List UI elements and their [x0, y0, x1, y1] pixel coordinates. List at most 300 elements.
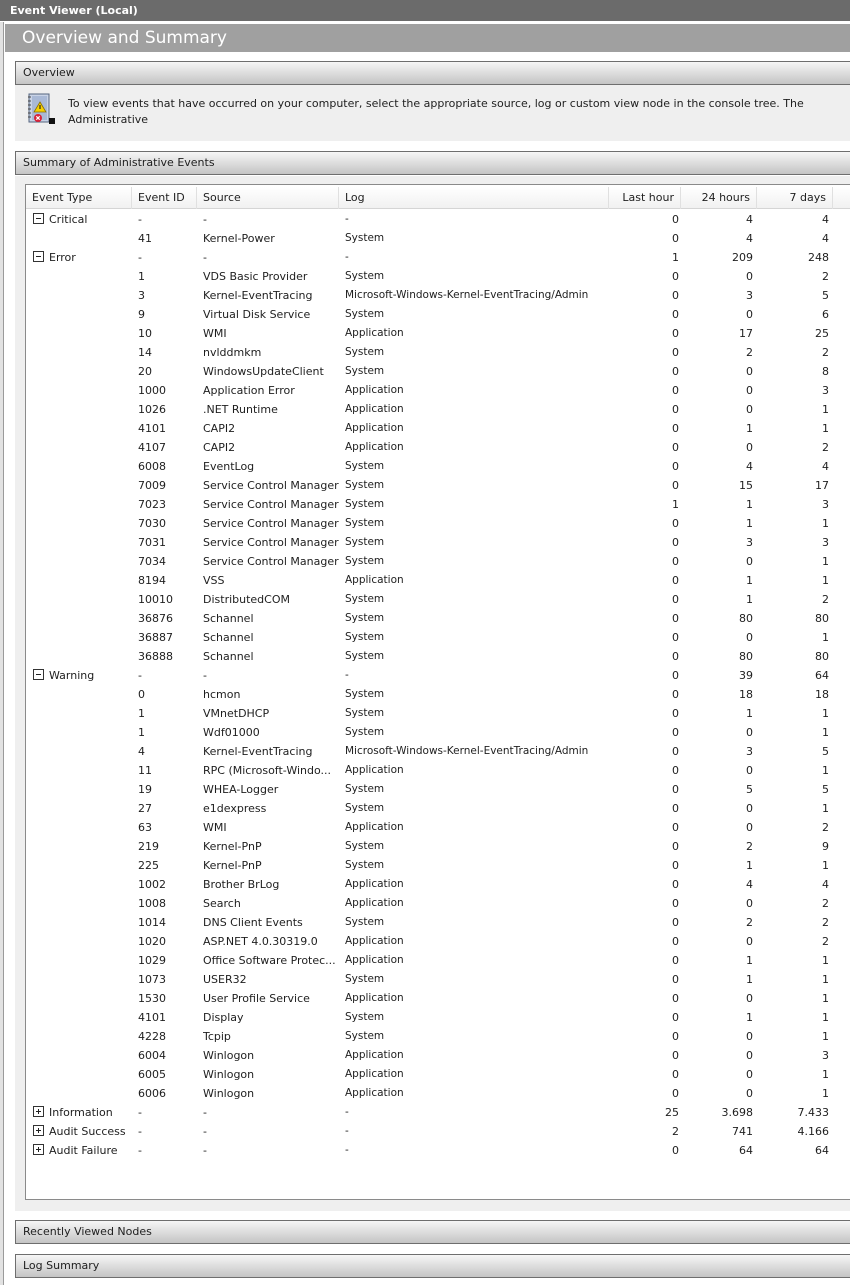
- overview-description: To view events that have occurred on your computer, select the appropriate source, log or custom view node in the console tree. The Administrative: [68, 97, 804, 126]
- cell-event-id: 4107: [138, 441, 166, 454]
- cell-event-type: [33, 951, 133, 970]
- cell-event-type: [33, 875, 133, 894]
- table-row[interactable]: [26, 685, 850, 704]
- cell-event-id: 7009: [138, 479, 166, 492]
- cell-source: Service Control Manager: [203, 517, 339, 530]
- cell-log: System: [345, 536, 385, 548]
- cell-source: Schannel: [203, 631, 254, 644]
- cell-last-hour: 0: [672, 517, 679, 530]
- cell-source: Service Control Manager: [203, 536, 339, 549]
- table-row[interactable]: [26, 1065, 850, 1084]
- cell-event-id: 3: [138, 289, 145, 302]
- cell-event-type: [33, 628, 133, 647]
- cell-last-hour: 0: [672, 840, 679, 853]
- cell-event-type: [33, 1084, 133, 1103]
- table-row[interactable]: [26, 1008, 850, 1027]
- table-row[interactable]: [26, 286, 850, 305]
- cell-last-hour: 0: [672, 422, 679, 435]
- cell-source: WindowsUpdateClient: [203, 365, 324, 378]
- table-row[interactable]: [26, 343, 850, 362]
- overview-panel: [15, 85, 850, 141]
- cell-event-type: [33, 856, 133, 875]
- cell-7-days: 25: [815, 327, 829, 340]
- cell-last-hour: 0: [672, 270, 679, 283]
- cell-event-id: 36876: [138, 612, 173, 625]
- cell-7-days: 4: [822, 213, 829, 226]
- cell-7-days: 64: [815, 669, 829, 682]
- page-title: Overview and Summary: [5, 24, 850, 52]
- cell-7-days: 80: [815, 612, 829, 625]
- expand-icon[interactable]: [33, 1125, 44, 1136]
- cell-7-days: 1: [822, 802, 829, 815]
- cell-event-type: [33, 1141, 133, 1160]
- cell-last-hour: 0: [672, 631, 679, 644]
- cell-last-hour: 25: [665, 1106, 679, 1119]
- cell-last-hour: 0: [672, 441, 679, 454]
- cell-source: User Profile Service: [203, 992, 310, 1005]
- cell-24-hours: 4: [746, 213, 753, 226]
- table-row[interactable]: [26, 723, 850, 742]
- cell-last-hour: 0: [672, 308, 679, 321]
- cell-last-hour: 0: [672, 669, 679, 682]
- cell-24-hours: 1: [746, 498, 753, 511]
- cell-24-hours: 1: [746, 859, 753, 872]
- cell-last-hour: 0: [672, 612, 679, 625]
- collapse-icon[interactable]: [33, 669, 44, 680]
- table-row[interactable]: [26, 1046, 850, 1065]
- table-row[interactable]: [26, 495, 850, 514]
- table-row[interactable]: [26, 856, 850, 875]
- cell-log: System: [345, 612, 385, 624]
- cell-log: System: [345, 631, 385, 643]
- cell-last-hour: 0: [672, 650, 679, 663]
- cell-source: CAPI2: [203, 422, 236, 435]
- event-type-label: Warning: [49, 669, 95, 682]
- cell-24-hours: 5: [746, 783, 753, 796]
- cell-7-days: 1: [822, 422, 829, 435]
- cell-event-type: [33, 666, 133, 685]
- event-type-label: Error: [49, 251, 76, 264]
- collapse-icon[interactable]: [33, 251, 44, 262]
- cell-log: Application: [345, 992, 404, 1004]
- cell-event-id: 36887: [138, 631, 173, 644]
- table-row[interactable]: [26, 628, 850, 647]
- cell-7-days: 2: [822, 821, 829, 834]
- cell-7-days: 5: [822, 289, 829, 302]
- cell-7-days: 3: [822, 536, 829, 549]
- cell-event-id: 1000: [138, 384, 166, 397]
- table-row[interactable]: [26, 476, 850, 495]
- table-row[interactable]: [26, 989, 850, 1008]
- cell-event-type: [33, 324, 133, 343]
- cell-source: Winlogon: [203, 1049, 255, 1062]
- cell-7-days: 1: [822, 726, 829, 739]
- cell-source: Search: [203, 897, 241, 910]
- cell-event-id: 1: [138, 270, 145, 283]
- cell-source: Kernel-PnP: [203, 859, 262, 872]
- cell-event-id: 41: [138, 232, 152, 245]
- left-border: [0, 22, 4, 1285]
- cell-24-hours: 1: [746, 1011, 753, 1024]
- cell-source: .NET Runtime: [203, 403, 278, 416]
- cell-24-hours: 0: [746, 1049, 753, 1062]
- column-header-last-hour[interactable]: Last hour: [609, 187, 681, 209]
- cell-24-hours: 0: [746, 1030, 753, 1043]
- cell-last-hour: 0: [672, 954, 679, 967]
- table-row[interactable]: [26, 837, 850, 856]
- cell-last-hour: 0: [672, 1144, 679, 1157]
- cell-7-days: 1: [822, 707, 829, 720]
- table-row[interactable]: [26, 951, 850, 970]
- cell-event-id: 36888: [138, 650, 173, 663]
- summary-panel: [15, 176, 850, 1211]
- table-row[interactable]: [26, 1084, 850, 1103]
- column-header-source[interactable]: Source: [197, 187, 339, 209]
- cell-log: Application: [345, 1049, 404, 1061]
- cell-log: System: [345, 498, 385, 510]
- cell-7-days: 2: [822, 897, 829, 910]
- table-row[interactable]: [26, 419, 850, 438]
- cell-log: Application: [345, 1068, 404, 1080]
- cell-log: System: [345, 726, 385, 738]
- cell-event-type: [33, 210, 133, 229]
- table-row[interactable]: [26, 742, 850, 761]
- table-group-row[interactable]: [26, 666, 850, 685]
- cell-24-hours: 39: [739, 669, 753, 682]
- cell-event-id: 4: [138, 745, 145, 758]
- expand-icon[interactable]: [33, 1106, 44, 1117]
- event-type-label: Audit Failure: [49, 1144, 118, 1157]
- cell-event-type: [33, 457, 133, 476]
- cell-last-hour: 0: [672, 859, 679, 872]
- column-header-7-days[interactable]: 7 days: [757, 187, 833, 209]
- cell-24-hours: 1: [746, 574, 753, 587]
- table-row[interactable]: [26, 970, 850, 989]
- cell-log: System: [345, 840, 385, 852]
- cell-log: System: [345, 308, 385, 320]
- cell-last-hour: 0: [672, 1087, 679, 1100]
- cell-7-days: 6: [822, 308, 829, 321]
- cell-event-id: -: [138, 1144, 142, 1157]
- cell-event-id: 20: [138, 365, 152, 378]
- cell-last-hour: 0: [672, 707, 679, 720]
- table-row[interactable]: [26, 457, 850, 476]
- table-row[interactable]: [26, 381, 850, 400]
- table-row[interactable]: [26, 799, 850, 818]
- table-row[interactable]: [26, 324, 850, 343]
- cell-7-days: 18: [815, 688, 829, 701]
- cell-7-days: 5: [822, 745, 829, 758]
- cell-last-hour: 0: [672, 479, 679, 492]
- cell-log: System: [345, 232, 385, 244]
- cell-24-hours: 15: [739, 479, 753, 492]
- cell-log: System: [345, 346, 385, 358]
- cell-event-type: [33, 590, 133, 609]
- cell-event-id: 1: [138, 707, 145, 720]
- cell-event-type: [33, 989, 133, 1008]
- cell-24-hours: 0: [746, 441, 753, 454]
- cell-source: Schannel: [203, 650, 254, 663]
- summary-section-header[interactable]: Summary of Administrative Events: [15, 151, 850, 175]
- cell-event-type: [33, 761, 133, 780]
- cell-last-hour: 1: [672, 251, 679, 264]
- cell-7-days: 1: [822, 973, 829, 986]
- cell-source: ASP.NET 4.0.30319.0: [203, 935, 318, 948]
- cell-event-type: [33, 419, 133, 438]
- cell-source: Tcpip: [203, 1030, 231, 1043]
- cell-7-days: 4.166: [797, 1125, 829, 1138]
- cell-7-days: 9: [822, 840, 829, 853]
- cell-24-hours: 0: [746, 992, 753, 1005]
- cell-log: Application: [345, 821, 404, 833]
- table-group-row[interactable]: [26, 1122, 850, 1141]
- cell-7-days: 3: [822, 1049, 829, 1062]
- cell-log: System: [345, 479, 385, 491]
- cell-event-id: 14: [138, 346, 152, 359]
- cell-source: Winlogon: [203, 1087, 255, 1100]
- cell-24-hours: 4: [746, 232, 753, 245]
- cell-log: Application: [345, 935, 404, 947]
- cell-log: System: [345, 916, 385, 928]
- table-row[interactable]: [26, 533, 850, 552]
- cell-24-hours: 0: [746, 1087, 753, 1100]
- cell-7-days: 7.433: [797, 1106, 829, 1119]
- cell-last-hour: 2: [672, 1125, 679, 1138]
- cell-event-type: [33, 780, 133, 799]
- cell-log: System: [345, 688, 385, 700]
- cell-event-id: -: [138, 1125, 142, 1138]
- cell-source: e1dexpress: [203, 802, 267, 815]
- cell-source: WHEA-Logger: [203, 783, 279, 796]
- cell-event-id: 1020: [138, 935, 166, 948]
- cell-source: Service Control Manager: [203, 498, 339, 511]
- table-row[interactable]: [26, 571, 850, 590]
- cell-7-days: 1: [822, 574, 829, 587]
- table-row[interactable]: [26, 932, 850, 951]
- cell-event-id: 7034: [138, 555, 166, 568]
- cell-event-id: 11: [138, 764, 152, 777]
- table-row[interactable]: [26, 400, 850, 419]
- cell-24-hours: 80: [739, 650, 753, 663]
- column-header-event-id[interactable]: Event ID: [132, 187, 197, 209]
- cell-24-hours: 4: [746, 878, 753, 891]
- table-row[interactable]: [26, 1027, 850, 1046]
- table-row[interactable]: [26, 267, 850, 286]
- table-body: [26, 210, 850, 1160]
- table-row[interactable]: [26, 875, 850, 894]
- column-header-log[interactable]: Log: [339, 187, 609, 209]
- cell-log: -: [345, 213, 349, 225]
- cell-event-type: [33, 1065, 133, 1084]
- cell-event-id: 63: [138, 821, 152, 834]
- cell-last-hour: 0: [672, 1068, 679, 1081]
- table-group-row[interactable]: [26, 210, 850, 229]
- cell-event-id: -: [138, 669, 142, 682]
- cell-event-type: [33, 552, 133, 571]
- cell-source: Kernel-EventTracing: [203, 745, 313, 758]
- cell-source: hcmon: [203, 688, 241, 701]
- cell-event-type: [33, 647, 133, 666]
- cell-7-days: 64: [815, 1144, 829, 1157]
- cell-last-hour: 0: [672, 536, 679, 549]
- table-row[interactable]: [26, 514, 850, 533]
- expand-icon[interactable]: [33, 1144, 44, 1155]
- cell-last-hour: 0: [672, 555, 679, 568]
- table-row[interactable]: [26, 780, 850, 799]
- table-row[interactable]: [26, 609, 850, 628]
- cell-24-hours: 0: [746, 555, 753, 568]
- cell-last-hour: 0: [672, 973, 679, 986]
- recently-viewed-nodes-header[interactable]: Recently Viewed Nodes: [15, 1220, 850, 1244]
- cell-7-days: 1: [822, 517, 829, 530]
- table-header: [26, 187, 850, 209]
- cell-source: CAPI2: [203, 441, 236, 454]
- table-group-row[interactable]: [26, 248, 850, 267]
- overview-section-header[interactable]: Overview: [15, 61, 850, 85]
- cell-24-hours: 209: [732, 251, 753, 264]
- table-row[interactable]: [26, 894, 850, 913]
- cell-last-hour: 0: [672, 992, 679, 1005]
- cell-7-days: 1: [822, 992, 829, 1005]
- cell-event-type: [33, 495, 133, 514]
- cell-event-id: 10: [138, 327, 152, 340]
- cell-event-type: [33, 970, 133, 989]
- cell-event-type: [33, 799, 133, 818]
- cell-log: System: [345, 973, 385, 985]
- cell-log: Application: [345, 1087, 404, 1099]
- log-summary-header[interactable]: Log Summary: [15, 1254, 850, 1278]
- cell-last-hour: 0: [672, 726, 679, 739]
- cell-24-hours: 0: [746, 1068, 753, 1081]
- cell-event-type: [33, 514, 133, 533]
- cell-log: Application: [345, 327, 404, 339]
- cell-7-days: 1: [822, 954, 829, 967]
- cell-last-hour: 0: [672, 574, 679, 587]
- column-header-event-type[interactable]: Event Type: [26, 187, 132, 209]
- cell-event-id: 4228: [138, 1030, 166, 1043]
- cell-source: DNS Client Events: [203, 916, 303, 929]
- cell-event-type: [33, 1122, 133, 1141]
- cell-log: System: [345, 707, 385, 719]
- cell-source: -: [203, 213, 207, 226]
- cell-log: Application: [345, 403, 404, 415]
- cell-7-days: 2: [822, 935, 829, 948]
- cell-7-days: 1: [822, 1068, 829, 1081]
- cell-source: Wdf01000: [203, 726, 260, 739]
- cell-source: VMnetDHCP: [203, 707, 270, 720]
- cell-7-days: 5: [822, 783, 829, 796]
- cell-24-hours: 0: [746, 802, 753, 815]
- cell-event-type: [33, 267, 133, 286]
- cell-event-type: [33, 1046, 133, 1065]
- cell-log: -: [345, 1106, 349, 1118]
- cell-event-id: 7023: [138, 498, 166, 511]
- cell-log: Microsoft-Windows-Kernel-EventTracing/Admin: [345, 289, 589, 301]
- cell-log: Application: [345, 574, 404, 586]
- table-group-row[interactable]: [26, 1103, 850, 1122]
- cell-log: System: [345, 1030, 385, 1042]
- cell-event-id: 1029: [138, 954, 166, 967]
- cell-7-days: 2: [822, 593, 829, 606]
- cell-log: System: [345, 517, 385, 529]
- cell-7-days: 2: [822, 916, 829, 929]
- cell-7-days: 4: [822, 232, 829, 245]
- cell-24-hours: 3: [746, 745, 753, 758]
- collapse-icon[interactable]: [33, 213, 44, 224]
- cell-event-id: 27: [138, 802, 152, 815]
- cell-event-type: [33, 837, 133, 856]
- cell-log: Application: [345, 878, 404, 890]
- table-row[interactable]: [26, 362, 850, 381]
- cell-24-hours: 0: [746, 897, 753, 910]
- cell-24-hours: 18: [739, 688, 753, 701]
- cell-source: Winlogon: [203, 1068, 255, 1081]
- event-log-icon: [27, 93, 57, 127]
- table-group-row[interactable]: [26, 1141, 850, 1160]
- cell-log: -: [345, 669, 349, 681]
- cell-source: Schannel: [203, 612, 254, 625]
- cell-log: Application: [345, 954, 404, 966]
- table-row[interactable]: [26, 552, 850, 571]
- table-row[interactable]: [26, 438, 850, 457]
- cell-event-id: 1008: [138, 897, 166, 910]
- cell-log: -: [345, 1144, 349, 1156]
- cell-24-hours: 0: [746, 270, 753, 283]
- cell-source: RPC (Microsoft-Windo...: [203, 764, 331, 777]
- cell-log: System: [345, 365, 385, 377]
- cell-24-hours: 2: [746, 346, 753, 359]
- cell-event-type: [33, 1008, 133, 1027]
- summary-table: [25, 184, 850, 1200]
- cell-event-id: 1530: [138, 992, 166, 1005]
- cell-source: Application Error: [203, 384, 295, 397]
- cell-event-type: [33, 533, 133, 552]
- table-row[interactable]: [26, 305, 850, 324]
- cell-last-hour: 0: [672, 688, 679, 701]
- cell-event-id: 219: [138, 840, 159, 853]
- table-row[interactable]: [26, 704, 850, 723]
- event-type-label: Audit Success: [49, 1125, 126, 1138]
- cell-event-type: [33, 229, 133, 248]
- cell-event-id: 6008: [138, 460, 166, 473]
- cell-last-hour: 0: [672, 232, 679, 245]
- cell-24-hours: 0: [746, 764, 753, 777]
- cell-source: WMI: [203, 327, 227, 340]
- table-row[interactable]: [26, 761, 850, 780]
- cell-source: Service Control Manager: [203, 479, 339, 492]
- cell-event-type: [33, 913, 133, 932]
- cell-7-days: 17: [815, 479, 829, 492]
- cell-event-type: [33, 343, 133, 362]
- cell-event-id: -: [138, 213, 142, 226]
- cell-log: System: [345, 650, 385, 662]
- cell-log: System: [345, 555, 385, 567]
- cell-7-days: 3: [822, 384, 829, 397]
- table-row[interactable]: [26, 818, 850, 837]
- cell-7-days: 2: [822, 441, 829, 454]
- table-row[interactable]: [26, 229, 850, 248]
- table-row[interactable]: [26, 913, 850, 932]
- table-row[interactable]: [26, 590, 850, 609]
- cell-event-id: 19: [138, 783, 152, 796]
- table-row[interactable]: [26, 647, 850, 666]
- cell-event-id: 10010: [138, 593, 173, 606]
- cell-event-type: [33, 438, 133, 457]
- cell-24-hours: 17: [739, 327, 753, 340]
- cell-24-hours: 3.698: [721, 1106, 753, 1119]
- cell-event-type: [33, 685, 133, 704]
- column-header-24-hours[interactable]: 24 hours: [681, 187, 757, 209]
